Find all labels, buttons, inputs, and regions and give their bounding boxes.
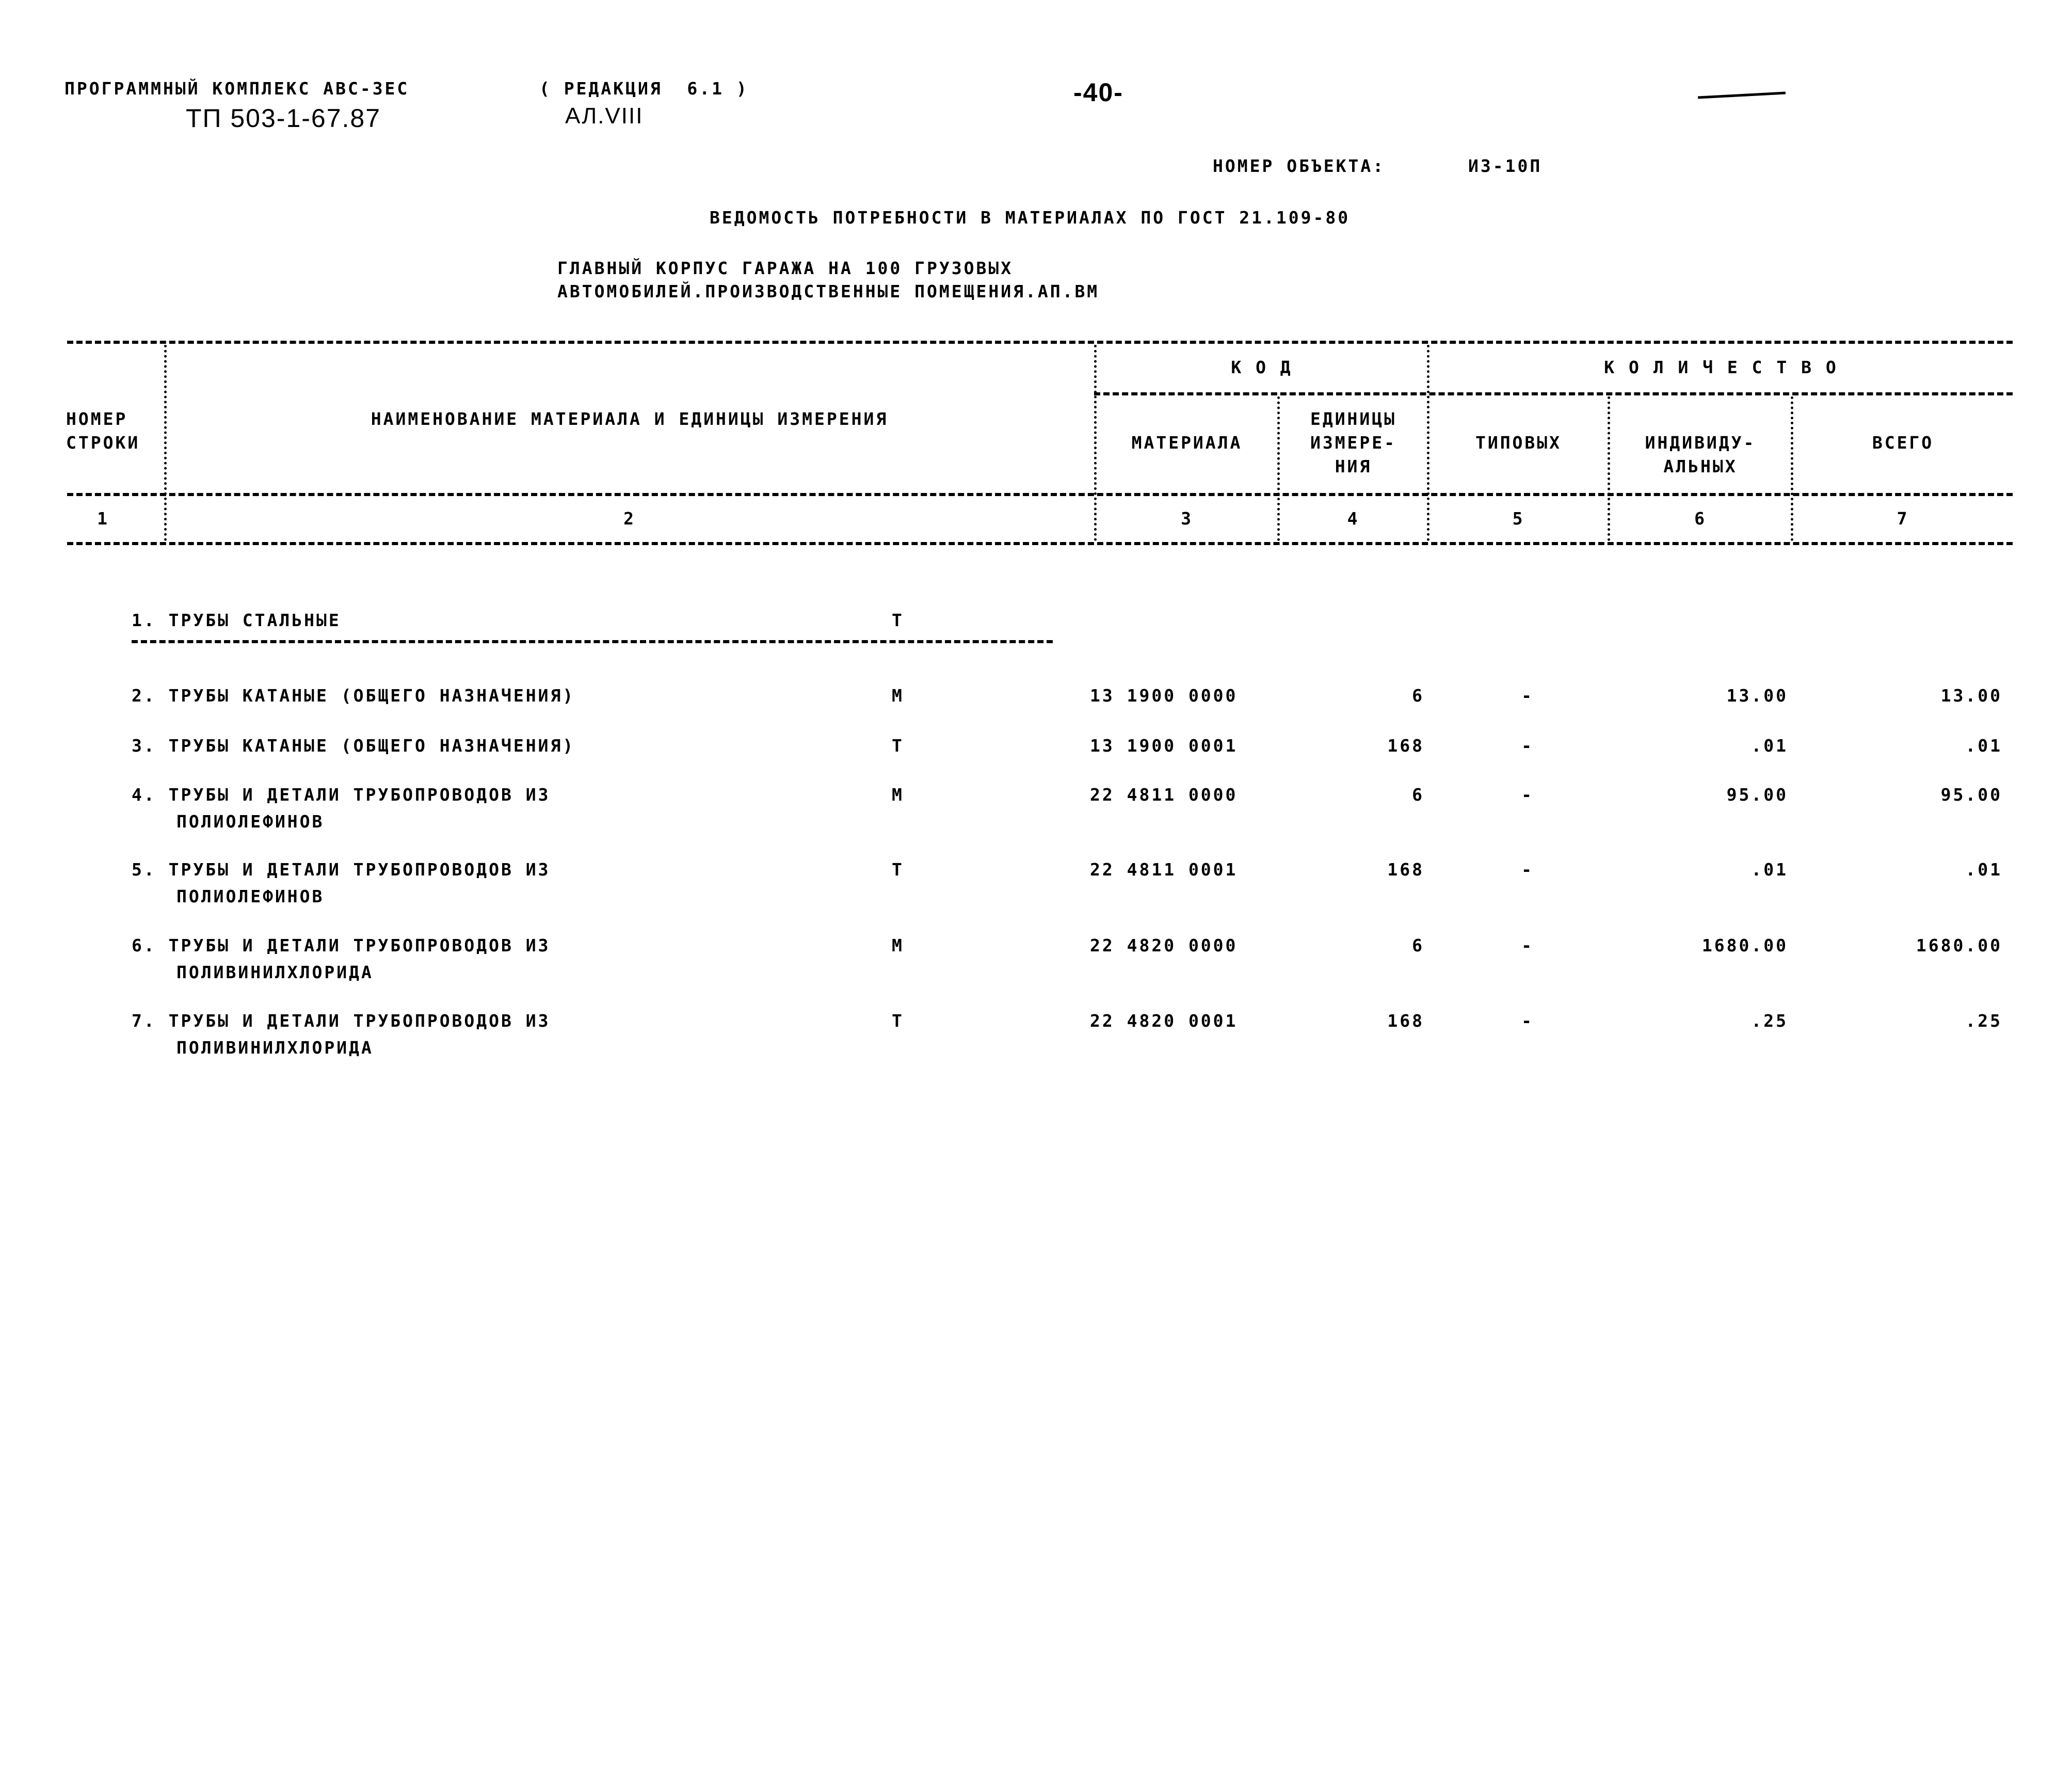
row-material-name-cont: ПОЛИОЛЕФИНОВ (176, 811, 325, 832)
row-qty-typical: - (1521, 736, 1534, 756)
row-qty-typical: - (1521, 1011, 1534, 1031)
header-code-unit-line3: НИЯ (1335, 456, 1372, 476)
row-material-name: 2. ТРУБЫ КАТАНЫЕ (ОБЩЕГО НАЗНАЧЕНИЯ) (132, 686, 575, 706)
row-material-code: 22 4820 0000 (1090, 935, 1238, 955)
header-code-material: МАТЕРИАЛА (1131, 433, 1243, 453)
row-unit-code: 168 (1387, 859, 1424, 880)
row-qty-typical: - (1521, 785, 1534, 805)
column-number-6: 6 (1694, 508, 1707, 529)
document-code: ТП 503-1-67.87 (186, 104, 381, 133)
row-qty-total: .25 (1965, 1011, 2002, 1031)
row-unit: М (892, 686, 904, 706)
row-qty-typical: - (1521, 859, 1534, 880)
row-unit-code: 6 (1412, 935, 1424, 955)
row-unit: М (892, 785, 904, 805)
row-material-code: 13 1900 0001 (1090, 736, 1238, 756)
column-number-1: 1 (97, 508, 109, 529)
row-material-name: 3. ТРУБЫ КАТАНЫЕ (ОБЩЕГО НАЗНАЧЕНИЯ) (132, 736, 575, 756)
row-material-name: 5. ТРУБЫ И ДЕТАЛИ ТРУБОПРОВОДОВ ИЗ (132, 859, 551, 880)
column-number-4: 4 (1347, 508, 1360, 529)
header-group-rule (1094, 392, 2013, 395)
building-name-line2: АВТОМОБИЛЕЙ.ПРОИЗВОДСТВЕННЫЕ ПОМЕЩЕНИЯ.АП.ВМ (557, 281, 1100, 301)
row-qty-total: .01 (1965, 736, 2002, 756)
row-material-name-cont: ПОЛИВИНИЛХЛОРИДА (176, 1038, 374, 1058)
statement-title: ВЕДОМОСТЬ ПОТРЕБНОСТИ В МАТЕРИАЛАХ ПО ГОСТ 21.109-80 (710, 208, 1351, 228)
row-material-name: 6. ТРУБЫ И ДЕТАЛИ ТРУБОПРОВОДОВ ИЗ (132, 935, 551, 955)
header-row-number-line1: НОМЕР (66, 409, 128, 429)
header-qty-total: ВСЕГО (1872, 433, 1934, 453)
row-unit-code: 168 (1387, 736, 1424, 756)
object-label: НОМЕР ОБЪЕКТА: (1213, 156, 1386, 176)
row-qty-individual: .01 (1751, 859, 1788, 880)
row-qty-typical: - (1521, 935, 1534, 955)
row-qty-total: .01 (1965, 859, 2002, 880)
row-qty-individual: 95.00 (1726, 785, 1788, 805)
row-unit: Т (892, 736, 904, 756)
row-material-code: 22 4820 0001 (1090, 1011, 1238, 1031)
row-material-name: 4. ТРУБЫ И ДЕТАЛИ ТРУБОПРОВОДОВ ИЗ (132, 785, 551, 805)
col-separator (164, 345, 167, 541)
row-qty-total: 13.00 (1940, 686, 2002, 706)
column-number-3: 3 (1181, 508, 1193, 529)
header-code-unit-line1: ЕДИНИЦЫ (1310, 409, 1397, 429)
row-qty-typical: - (1521, 686, 1534, 706)
row-qty-individual: .25 (1751, 1011, 1788, 1031)
table-top-rule (67, 341, 2013, 344)
header-qty-individual-line2: АЛЬНЫХ (1663, 456, 1738, 476)
row-qty-total: 95.00 (1940, 785, 2002, 805)
header-qty-individual-line1: ИНДИВИДУ- (1645, 433, 1756, 453)
row-qty-individual: 1680.00 (1701, 935, 1788, 955)
corner-mark (1698, 92, 1786, 99)
row-unit: Т (892, 859, 904, 880)
row-material-name-cont: ПОЛИОЛЕФИНОВ (176, 886, 325, 906)
row-qty-total: 1680.00 (1916, 935, 2002, 955)
colnum-bottom-rule (67, 542, 2013, 545)
row-unit: Т (892, 1011, 904, 1031)
header-bottom-rule (67, 493, 2013, 496)
row-material-code: 22 4811 0000 (1090, 785, 1238, 805)
row-material-code: 13 1900 0000 (1090, 686, 1238, 706)
header-code-group: К О Д (1231, 357, 1293, 377)
edition-label: ( РЕДАКЦИЯ 6.1 ) (539, 78, 749, 99)
header-material-name: НАИМЕНОВАНИЕ МАТЕРИАЛА И ЕДИНИЦЫ ИЗМЕРЕНИЯ (371, 409, 889, 429)
building-name-line1: ГЛАВНЫЙ КОРПУС ГАРАЖА НА 100 ГРУЗОВЫХ (557, 258, 1014, 278)
row-qty-individual: 13.00 (1726, 686, 1788, 706)
row-unit-code: 6 (1412, 686, 1424, 706)
row-unit-code: 6 (1412, 785, 1424, 805)
program-name: ПРОГРАММНЫЙ КОМПЛЕКС АВС-3ЕС (65, 78, 410, 99)
page-number: -40- (1073, 78, 1123, 107)
row-unit: М (892, 935, 904, 955)
header-row-number-line2: СТРОКИ (66, 433, 140, 453)
object-value: ИЗ-10П (1468, 156, 1543, 176)
header-code-unit-line2: ИЗМЕРЕ- (1310, 433, 1397, 453)
section-underline (132, 640, 1053, 643)
column-number-2: 2 (623, 508, 636, 529)
row-material-code: 22 4811 0001 (1090, 859, 1238, 880)
header-qty-typical: ТИПОВЫХ (1475, 433, 1562, 453)
row-unit-code: 168 (1387, 1011, 1424, 1031)
row-material-name: 7. ТРУБЫ И ДЕТАЛИ ТРУБОПРОВОДОВ ИЗ (132, 1011, 551, 1031)
column-number-7: 7 (1897, 508, 1909, 529)
header-quantity-group: К О Л И Ч Е С Т В О (1604, 357, 1838, 377)
section-unit: Т (892, 610, 904, 630)
row-material-name-cont: ПОЛИВИНИЛХЛОРИДА (176, 962, 374, 982)
album-number: АЛ.VIII (565, 103, 644, 129)
column-number-5: 5 (1512, 508, 1525, 529)
row-qty-individual: .01 (1751, 736, 1788, 756)
section-title: 1. ТРУБЫ СТАЛЬНЫЕ (132, 610, 341, 630)
